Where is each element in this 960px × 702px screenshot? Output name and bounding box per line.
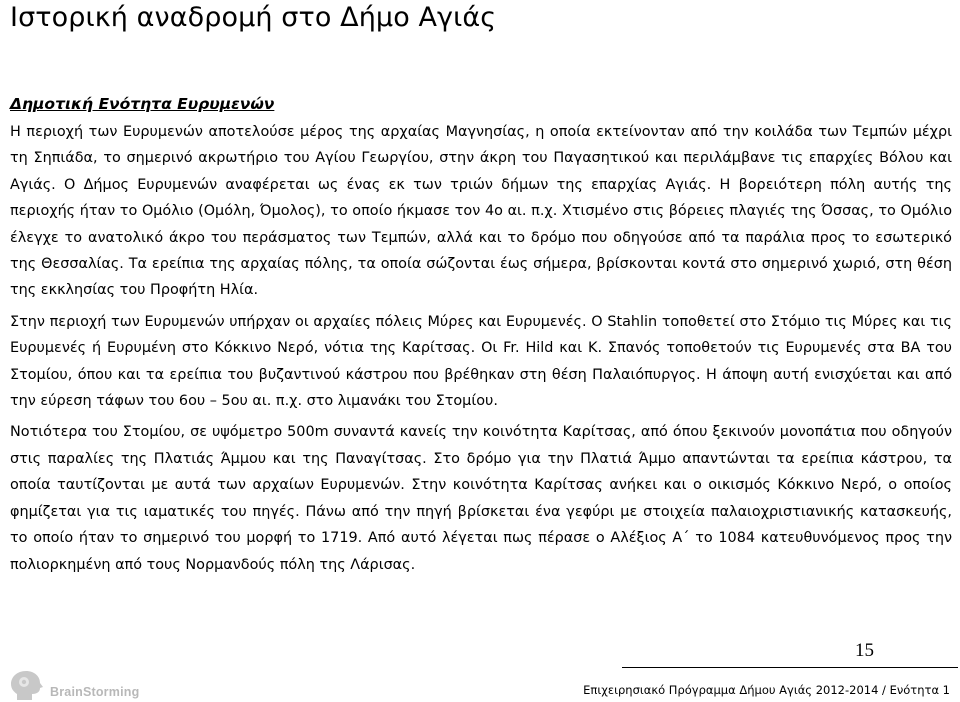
logo-text: BrainStorming xyxy=(50,685,140,699)
footer-divider xyxy=(622,667,958,668)
paragraph-3: Νοτιότερα του Στομίου, σε υψόμετρο 500m συναντά κανείς την κοινότητα Καρίτσας, από όπου ξεκινούν μονοπάτια που οδηγούν στις παραλίες της Πλατιάς Άμμου και της Παναγίτσας. Στο δρόμο για την Πλατιά Άμμο απαντώνται τα ερείπια κάστρου, τα οποία ταυτίζονται με αυτά των αρχαίων Ευρυμενών. Στην κοινότητα Καρίτσας ανήκει και ο οικισμός Κόκκινο Νερό, ο οποίος φημίζεται για τις ιαματικές του πηγές. Πάνω από την πηγή βρίσκεται ένα γεφύρι με στοιχεία παλαιοχριστιανικής κατασκευής, το οποίο ήταν το σημερινό του μορφή το 1719. Από αυτό λέγεται πως πέρασε ο Αλέξιος Α΄ το 1084 κατευθυνόμενος προς την πολιορκημένη από τους Νορμανδούς πόλη της Λάρισας. xyxy=(10,424,952,573)
footer-text: Επιχειρησιακό Πρόγραμμα Δήμου Αγιάς 2012-2014 / Ενότητα 1 xyxy=(583,683,950,697)
brainstorming-logo xyxy=(2,668,152,702)
section-heading: Δημοτική Ενότητα Ευρυμενών xyxy=(10,95,275,113)
page-number: 15 xyxy=(855,640,874,661)
body-text xyxy=(10,119,952,583)
paragraph-2: Στην περιοχή των Ευρυμενών υπήρχαν οι αρχαίες πόλεις Μύρες και Ευρυμενές. Ο Stahlin τοποθετεί στο Στόμιο τις Μύρες και τις Ευρυμενές ή Ευρυμένη στο Κόκκινο Νερό, νότια της Καρίτσας. Οι Fr. Hild και Κ. Σπανός τοποθετούν τις Ευρυμενές στα ΒΑ του Στομίου, όπου και τα ερείπια του βυζαντινού κάστρου που βρέθηκαν στη θέση Παλαιόπυργος. Η άποψη αυτή ενισχύεται και από την εύρεση τάφων του 6ου – 5ου αι. π.χ. στο λιμανάκι του Στομίου. xyxy=(10,313,952,410)
paragraph-1: Η περιοχή των Ευρυμενών αποτελούσε μέρος της αρχαίας Μαγνησίας, η οποία εκτείνονταν από την κοιλάδα των Τεμπών μέχρι τη Σηπιάδα, το σημερινό ακρωτήριο του Αγίου Γεωργίου, στην άκρη του Παγασητικού και περιλάμβανε τις επαρχίες Βόλου και Αγιάς. Ο Δήμος Ευρυμενών αναφέρεται ως ένας εκ των τριών δήμων της επαρχίας Αγιάς. Η βορειότερη πόλη αυτής της περιοχής ήταν το Ομόλιο (Ομόλη, Όμολος), το οποίο ήκμασε τον 4ο αι. π.χ. Χτισμένο στις βόρειες πλαγιές της Όσσας, το Ομόλιο έλεγχε το ανατολικό άκρο του περάσματος των Τεμπών, αλλά και το δρόμο που οδηγούσε από τα παράλια προς το εσωτερικό της Θεσσαλίας. Τα ερείπια της αρχαίας πόλης, τα οποία σώζονται έως σήμερα, βρίσκονται κοντά στο σημερινό χωριό, στη θέση της εκκλησίας του Προφήτη Ηλία. xyxy=(10,124,952,299)
page-title: Ιστορική αναδρομή στο Δήμο Αγιάς xyxy=(10,2,497,33)
head-profile-icon xyxy=(2,668,50,702)
